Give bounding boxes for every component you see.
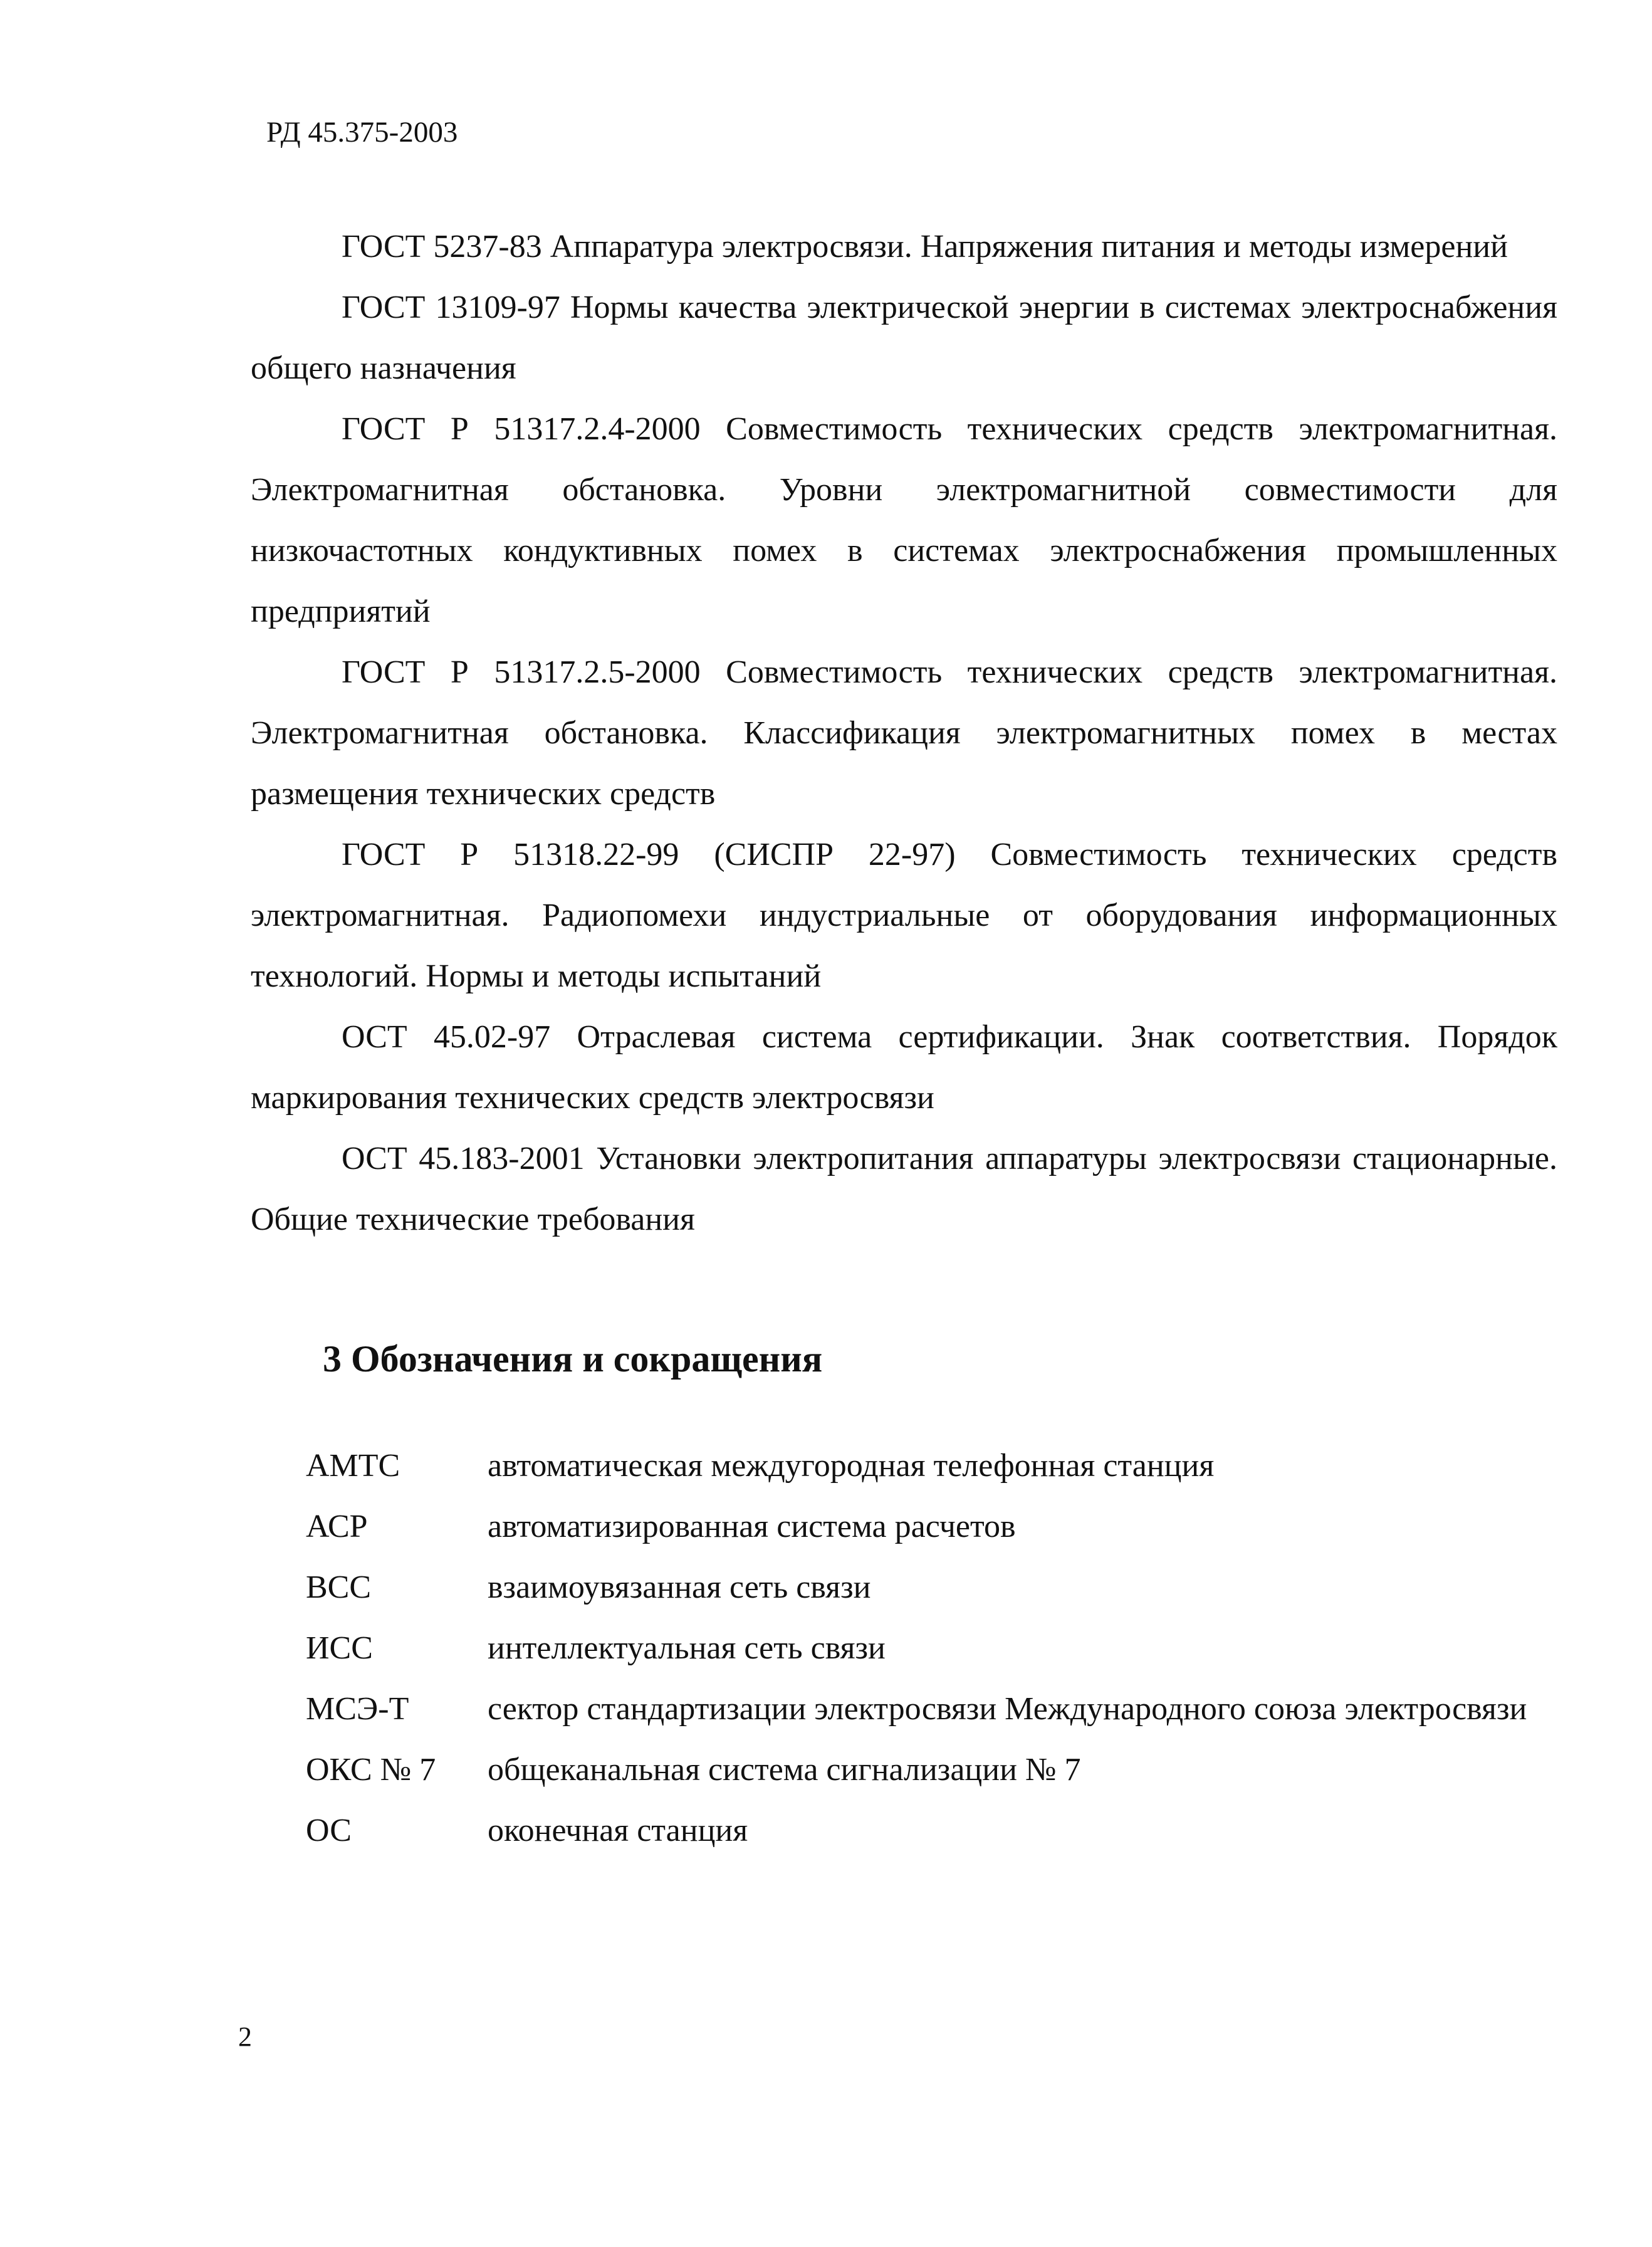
normative-references	[251, 216, 1557, 1250]
abbreviation-definition: оконечная станция	[488, 1813, 748, 1848]
reference-item: ГОСТ 13109-97 Нормы качества электрической энергии в системах электроснабжения общего назначения	[251, 290, 1557, 386]
abbreviation-term: ОКС № 7	[306, 1752, 436, 1788]
reference-item: ОСТ 45.183-2001 Установки электропитания аппаратуры электросвязи стационарные. Общие технические требования	[251, 1141, 1557, 1237]
abbreviation-term: АМТС	[306, 1448, 400, 1484]
abbreviation-definition: общеканальная система сигнализации № 7	[488, 1752, 1081, 1788]
abbreviation-row	[306, 1618, 1528, 1679]
abbreviation-term: ИСС	[306, 1630, 373, 1666]
reference-item: ГОСТ Р 51317.2.4-2000 Совместимость технических средств электромагнитная. Электромагнитная обстановка. Уровни электромагнитной совместимости для низкочастотных кондуктивных помех в системах электроснабжения промышленных предприятий	[251, 411, 1557, 629]
abbreviation-definition: взаимоувязанная сеть связи	[488, 1569, 871, 1605]
abbreviation-definition: сектор стандартизации электросвязи Международного союза электросвязи	[488, 1691, 1527, 1727]
abbreviations-list	[306, 1435, 1528, 1861]
reference-item: ОСТ 45.02-97 Отраслевая система сертификации. Знак соответствия. Порядок маркирования технических средств электросвязи	[251, 1019, 1557, 1116]
abbreviation-row	[306, 1739, 1528, 1800]
abbreviation-definition: интеллектуальная сеть связи	[488, 1630, 886, 1666]
page-number: 2	[238, 2021, 252, 2052]
abbreviation-definition: автоматическая междугородная телефонная станция	[488, 1448, 1215, 1484]
document-code: РД 45.375-2003	[266, 116, 458, 149]
abbreviation-row	[306, 1557, 1528, 1618]
abbreviation-term: МСЭ-Т	[306, 1691, 409, 1727]
abbreviation-term: ОС	[306, 1813, 352, 1848]
abbreviation-term: АСР	[306, 1509, 368, 1544]
reference-item: ГОСТ Р 51317.2.5-2000 Совместимость технических средств электромагнитная. Электромагнитная обстановка. Классификация электромагнитных помех в местах размещения технических средств	[251, 654, 1557, 812]
abbreviation-row	[306, 1435, 1528, 1496]
reference-item: ГОСТ 5237-83 Аппаратура электросвязи. Напряжения питания и методы измерений	[342, 229, 1508, 265]
abbreviation-row	[306, 1496, 1528, 1557]
abbreviation-row	[306, 1679, 1528, 1739]
abbreviation-row	[306, 1800, 1528, 1861]
reference-item: ГОСТ Р 51318.22-99 (СИСПР 22-97) Совместимость технических средств электромагнитная. Радиопомехи индустриальные от оборудования информационных технологий. Нормы и методы испытаний	[251, 837, 1557, 994]
section-title: 3 Обозначения и сокращения	[323, 1338, 823, 1380]
abbreviation-term: ВСС	[306, 1569, 372, 1605]
abbreviation-definition: автоматизированная система расчетов	[488, 1509, 1016, 1544]
